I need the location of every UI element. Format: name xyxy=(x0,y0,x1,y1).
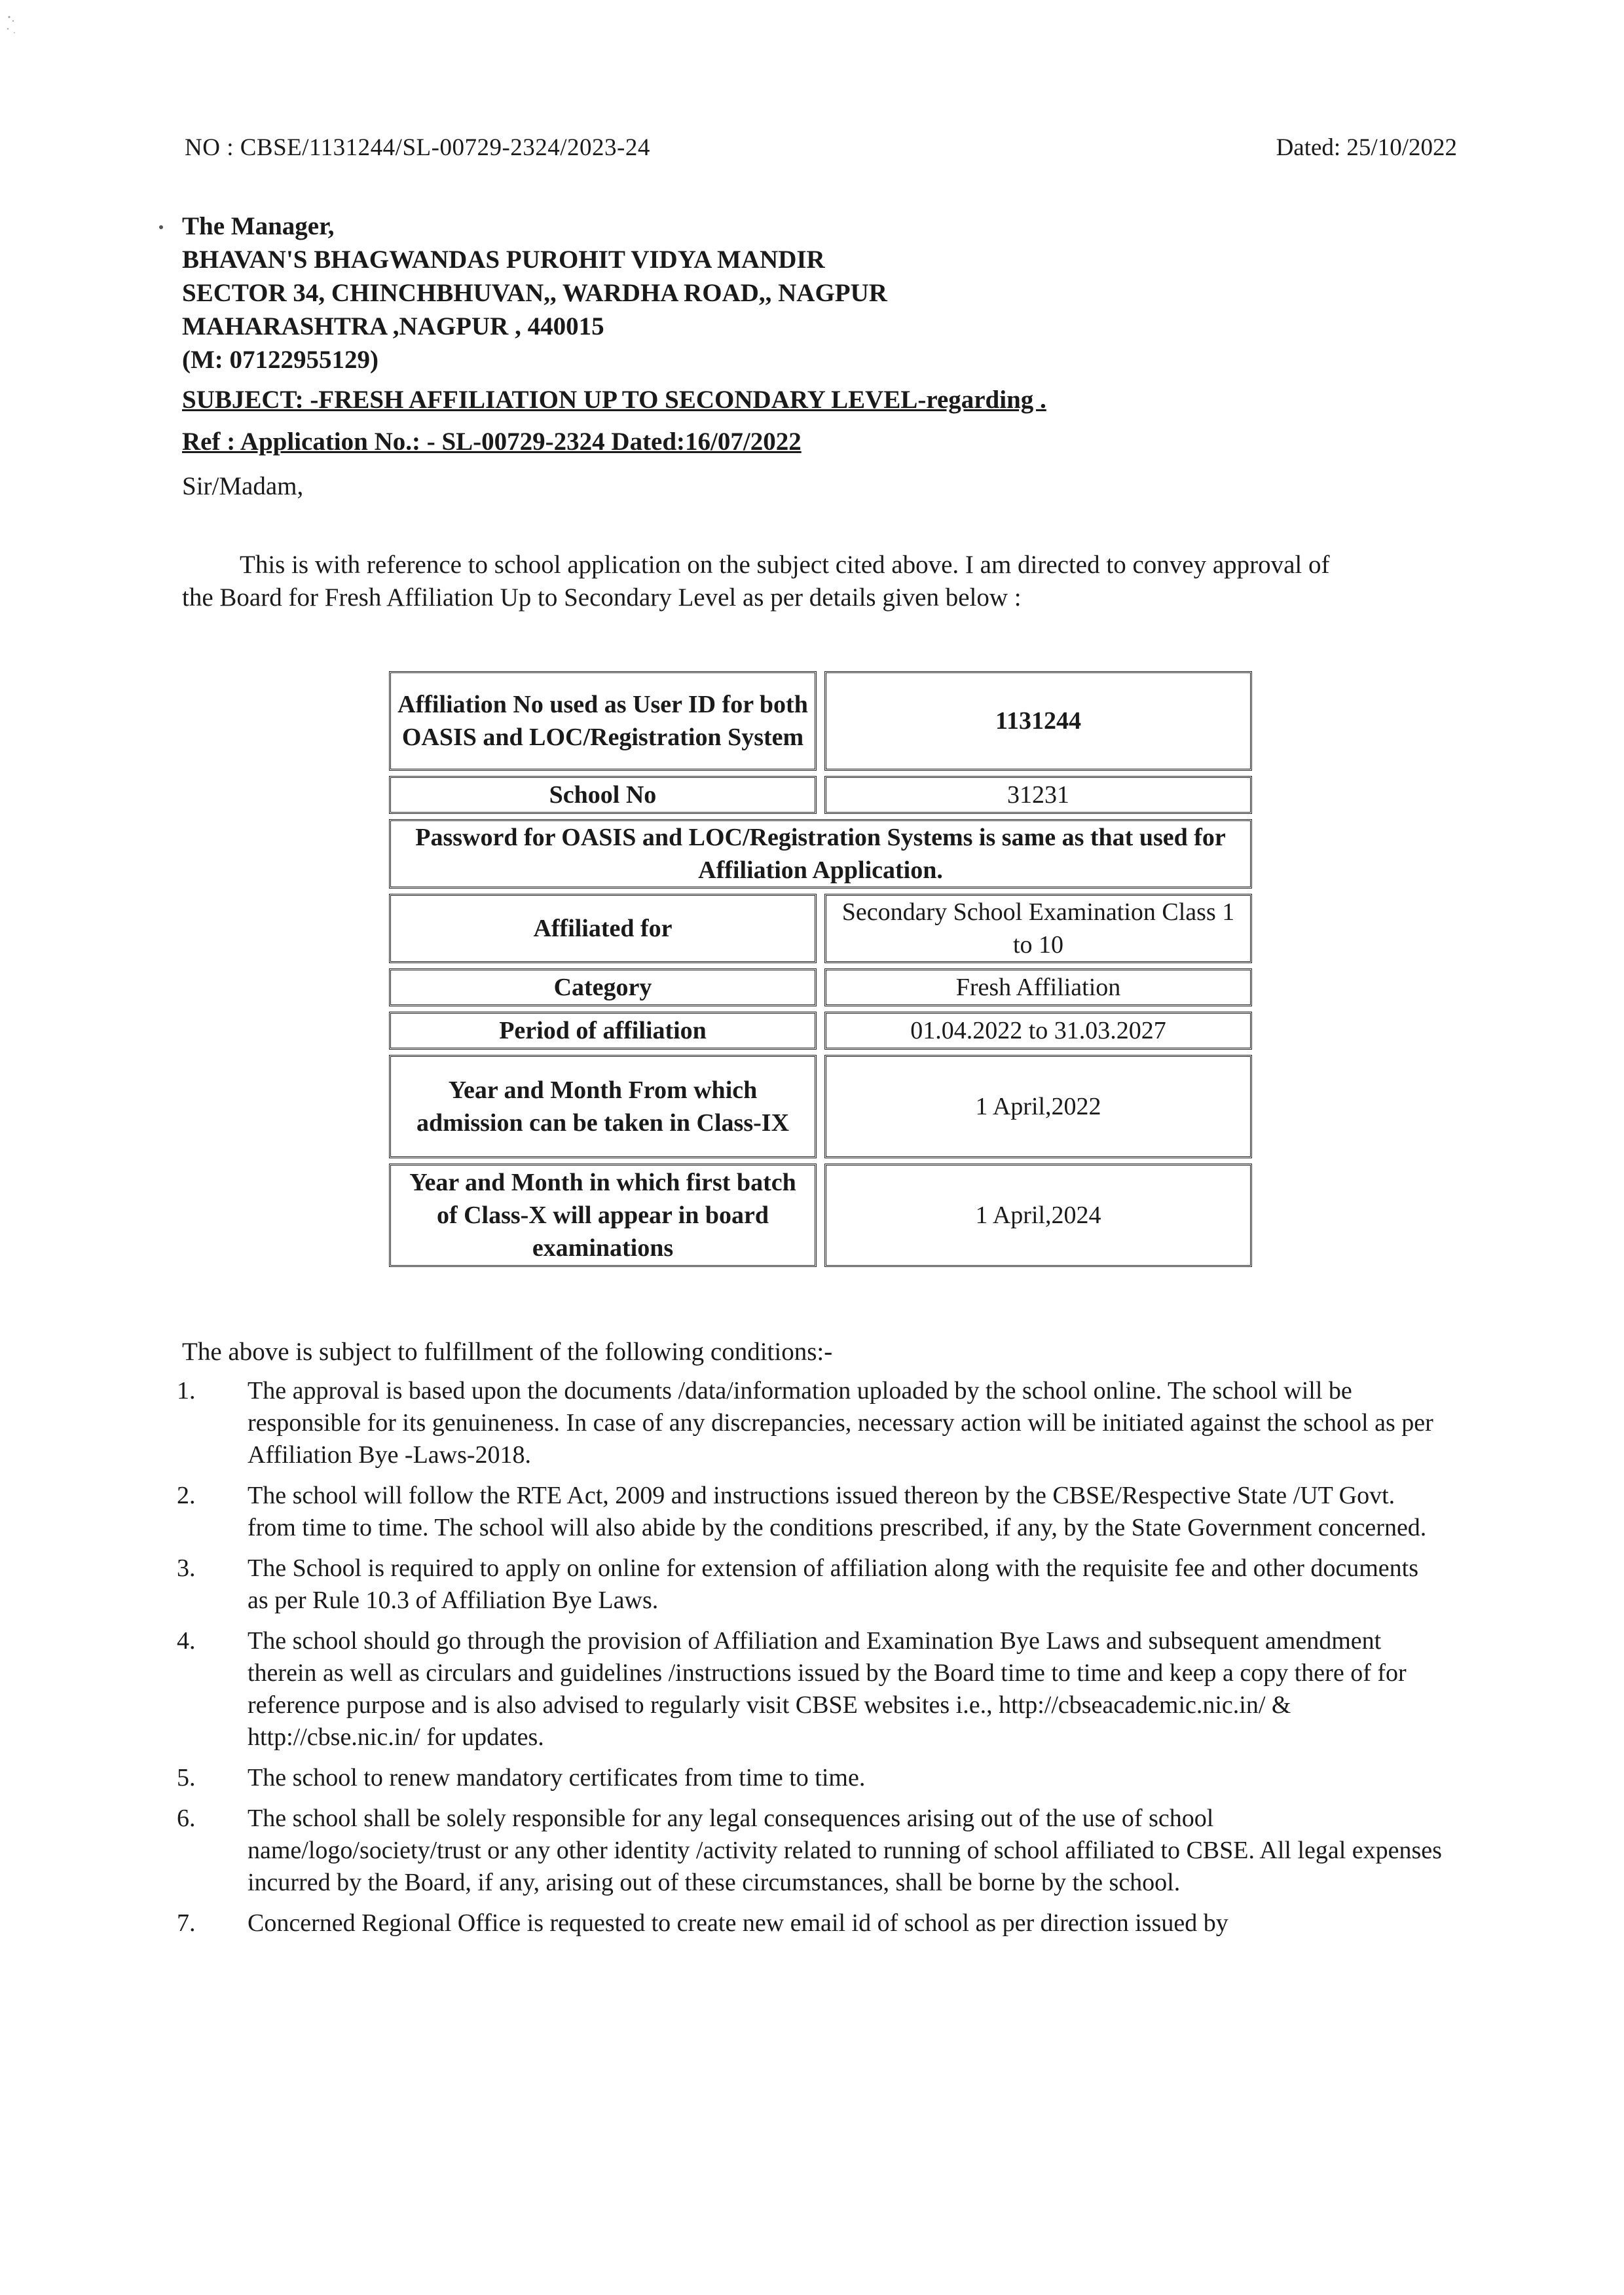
condition-text: The approval is based upon the documents /data/information uploaded by the school online. The school will be responsible for its genuineness. In case of any discrepancies, necessary action will be initiated against the school as per Affiliation Bye -Laws-2018. xyxy=(248,1377,1433,1469)
condition-number: 3. xyxy=(177,1554,196,1582)
condition-text: The school will follow the RTE Act, 2009 and instructions issued thereon by the CBSE/Respective State /UT Govt. from time to time. The school will also abide by the conditions prescribed, if any, by the State Government concerned. xyxy=(248,1482,1427,1541)
application-reference: Ref : Application No.: - SL-00729-2324 Dated:16/07/2022 xyxy=(182,428,802,456)
address-line-street: SECTOR 34, CHINCHBHUVAN,, WARDHA ROAD,, NAGPUR xyxy=(182,279,887,307)
table-row xyxy=(389,819,1252,889)
affiliated-for-label: Affiliated for xyxy=(389,894,817,963)
list-item xyxy=(177,1907,1444,1939)
condition-number: 2. xyxy=(177,1482,196,1509)
admission-year-value: 1 April,2022 xyxy=(824,1055,1252,1158)
condition-text: The school should go through the provision of Affiliation and Examination Bye Laws and subsequent amendment therein as well as circulars and guidelines /instructions issued by the Board time to time and keep a copy there of for reference purpose and is also advised to regularly visit CBSE websites i.e., http://cbseacademic.nic.in/ & http://cbse.nic.in/ for updates. xyxy=(248,1627,1407,1751)
condition-number: 6. xyxy=(177,1805,196,1832)
condition-number: 5. xyxy=(177,1764,196,1791)
table-row xyxy=(389,671,1252,771)
table-row xyxy=(389,968,1252,1006)
letter-subject: SUBJECT: -FRESH AFFILIATION UP TO SECONDARY LEVEL-regarding . xyxy=(182,386,1046,414)
condition-text: The School is required to apply on online for extension of affiliation along with the requisite fee and other documents as per Rule 10.3 of Affiliation Bye Laws. xyxy=(248,1554,1419,1614)
table-row xyxy=(389,894,1252,963)
affiliation-no-label: Affiliation No used as User ID for both OASIS and LOC/Registration System xyxy=(389,671,817,771)
school-no-label: School No xyxy=(389,776,817,814)
table-row xyxy=(389,776,1252,814)
table-row xyxy=(389,1012,1252,1050)
conditions-list xyxy=(177,1375,1444,1948)
address-line-school-name: BHAVAN'S BHAGWANDAS PUROHIT VIDYA MANDIR xyxy=(182,246,825,274)
letter-date: Dated: 25/10/2022 xyxy=(1276,134,1457,161)
first-batch-label: Year and Month in which first batch of Class-X will appear in board examinations xyxy=(389,1164,817,1267)
recipient-address xyxy=(182,210,887,376)
admission-year-label: Year and Month From which admission can be taken in Class-IX xyxy=(389,1055,817,1158)
list-item xyxy=(177,1375,1444,1471)
list-item xyxy=(177,1480,1444,1544)
condition-text: Concerned Regional Office is requested to create new email id of school as per direction issued by xyxy=(248,1909,1228,1937)
address-line-state: MAHARASHTRA ,NAGPUR , 440015 xyxy=(182,312,604,340)
school-no-value: 31231 xyxy=(824,776,1252,814)
category-label: Category xyxy=(389,968,817,1006)
condition-number: 1. xyxy=(177,1377,196,1405)
salutation: Sir/Madam, xyxy=(182,472,304,500)
condition-text: The school shall be solely responsible for any legal consequences arising out of the use of school name/logo/society/trust or any other identity /activity related to running of school affiliated to CBSE. All legal expenses incurred by the Board, if any, arising out of these circumstances, shall be borne by the school. xyxy=(248,1805,1442,1896)
first-batch-value: 1 April,2024 xyxy=(824,1164,1252,1267)
scan-artifact xyxy=(5,12,21,38)
affiliated-for-value: Secondary School Examination Class 1 to 10 xyxy=(824,894,1252,963)
list-item xyxy=(177,1552,1444,1617)
list-item xyxy=(177,1625,1444,1753)
password-note: Password for OASIS and LOC/Registration Systems is same as that used for Affiliation Application. xyxy=(389,819,1252,889)
list-item xyxy=(177,1762,1444,1794)
table-row xyxy=(389,1055,1252,1158)
table-row xyxy=(389,1164,1252,1267)
affiliation-details-table xyxy=(389,671,1252,1272)
affiliation-no-value: 1131244 xyxy=(824,671,1252,771)
conditions-intro: The above is subject to fulfillment of the following conditions:- xyxy=(182,1338,833,1366)
letter-reference-number: NO : CBSE/1131244/SL-00729-2324/2023-24 xyxy=(185,134,650,161)
intro-paragraph: This is with reference to school application on the subject cited above. I am directed to convey approval of the Board for Fresh Affiliation Up to Secondary Level as per details given below : xyxy=(182,551,1330,612)
category-value: Fresh Affiliation xyxy=(824,968,1252,1006)
condition-text: The school to renew mandatory certificates from time to time. xyxy=(248,1764,866,1791)
address-line-salutation: The Manager, xyxy=(182,212,335,240)
condition-number: 4. xyxy=(177,1627,196,1655)
period-value: 01.04.2022 to 31.03.2027 xyxy=(824,1012,1252,1050)
address-line-mobile: (M: 07122955129) xyxy=(182,346,379,374)
margin-mark xyxy=(159,225,163,229)
period-label: Period of affiliation xyxy=(389,1012,817,1050)
list-item xyxy=(177,1803,1444,1899)
condition-number: 7. xyxy=(177,1909,196,1937)
